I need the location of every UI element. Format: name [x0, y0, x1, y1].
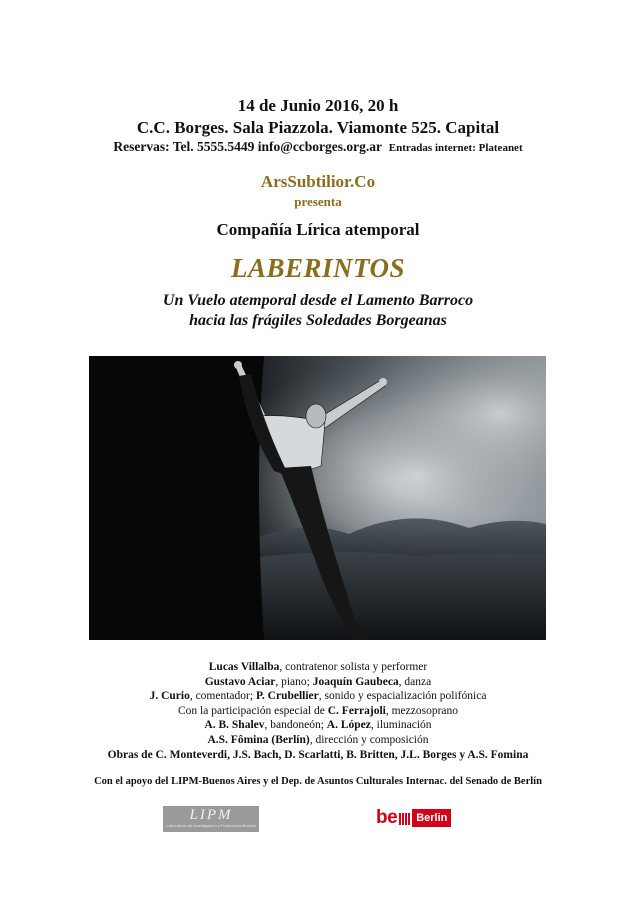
berlin-logo-name: Berlin [412, 809, 451, 827]
credit-role: , sonido y espacialización polifónica [318, 690, 487, 703]
credit-role: , contratenor solista y performer [279, 661, 428, 673]
brandenburg-gate-icon [399, 811, 410, 825]
lipm-logo-mark: LIPM [189, 807, 233, 823]
lipm-logo [163, 806, 259, 832]
works-list: Obras de C. Monteverdi, J.S. Bach, D. Scarlatti, B. Britten, J.L. Borges y A.S. Fomina [107, 748, 529, 761]
credit-name: A. López [326, 719, 371, 732]
lipm-logo-tagline: Laboratorio de Investigación y Producción Musical [166, 823, 256, 828]
credit-line [0, 675, 636, 690]
company-name: Compañía Lírica atemporal [216, 220, 420, 239]
credit-name: Joaquín Gaubeca [312, 675, 399, 688]
reservation-info [0, 139, 636, 155]
presenter-name: ArsSubtilior.Co [260, 172, 376, 191]
credit-name: A. B. Shalev [204, 719, 265, 732]
credit-name: Gustavo Aciar [204, 675, 276, 688]
berlin-logo [376, 808, 451, 828]
show-subtitle-line-2: hacia las frágiles Soledades Borgeanas [189, 312, 447, 329]
credit-name: P. Crubellier [255, 690, 319, 703]
credit-role: , piano; [275, 675, 313, 688]
credit-role: , danza [398, 675, 432, 688]
show-title: LABERINTOS [230, 253, 406, 283]
credit-role: , mezzosoprano [385, 704, 459, 717]
dancer-photo-illustration [89, 356, 546, 640]
credit-role: , dirección y composición [309, 733, 429, 746]
presenter-verb: presenta [294, 194, 342, 209]
reservation-contact: Reservas: Tel. 5555.5449 info@ccborges.org.ar [113, 139, 383, 154]
credit-name: A.S. Fômina (Berlín) [207, 733, 310, 746]
dancer-photo [89, 356, 546, 640]
berlin-logo-be: be [376, 807, 398, 828]
credit-line [0, 733, 636, 748]
ticket-online-info: Entradas internet: Plateanet [388, 142, 523, 154]
support-note: Con el apoyo del LIPM-Buenos Aires y el Dep. de Asuntos Culturales Internac. del Senado de Berlín [94, 776, 542, 787]
event-date: 14 de Junio 2016, 20 h [237, 96, 399, 115]
credit-line [0, 660, 636, 675]
credit-role: , comentador; [189, 690, 256, 703]
credit-line [0, 704, 636, 719]
credit-role: , bandoneón; [264, 719, 327, 732]
event-venue: C.C. Borges. Sala Piazzola. Viamonte 525. Capital [136, 118, 500, 137]
credit-role: , iluminación [370, 719, 432, 732]
credit-line [0, 689, 636, 704]
credit-name: Lucas Villalba [208, 661, 280, 673]
show-subtitle-line-1: Un Vuelo atemporal desde el Lamento Barroco [162, 292, 474, 309]
credit-line [0, 748, 636, 763]
credit-name: J. Curio [149, 690, 190, 703]
credit-line [0, 718, 636, 733]
credit-name: C. Ferrajoli [327, 704, 386, 717]
credits-block [0, 660, 636, 762]
credit-role: Con la participación especial de [177, 704, 328, 717]
